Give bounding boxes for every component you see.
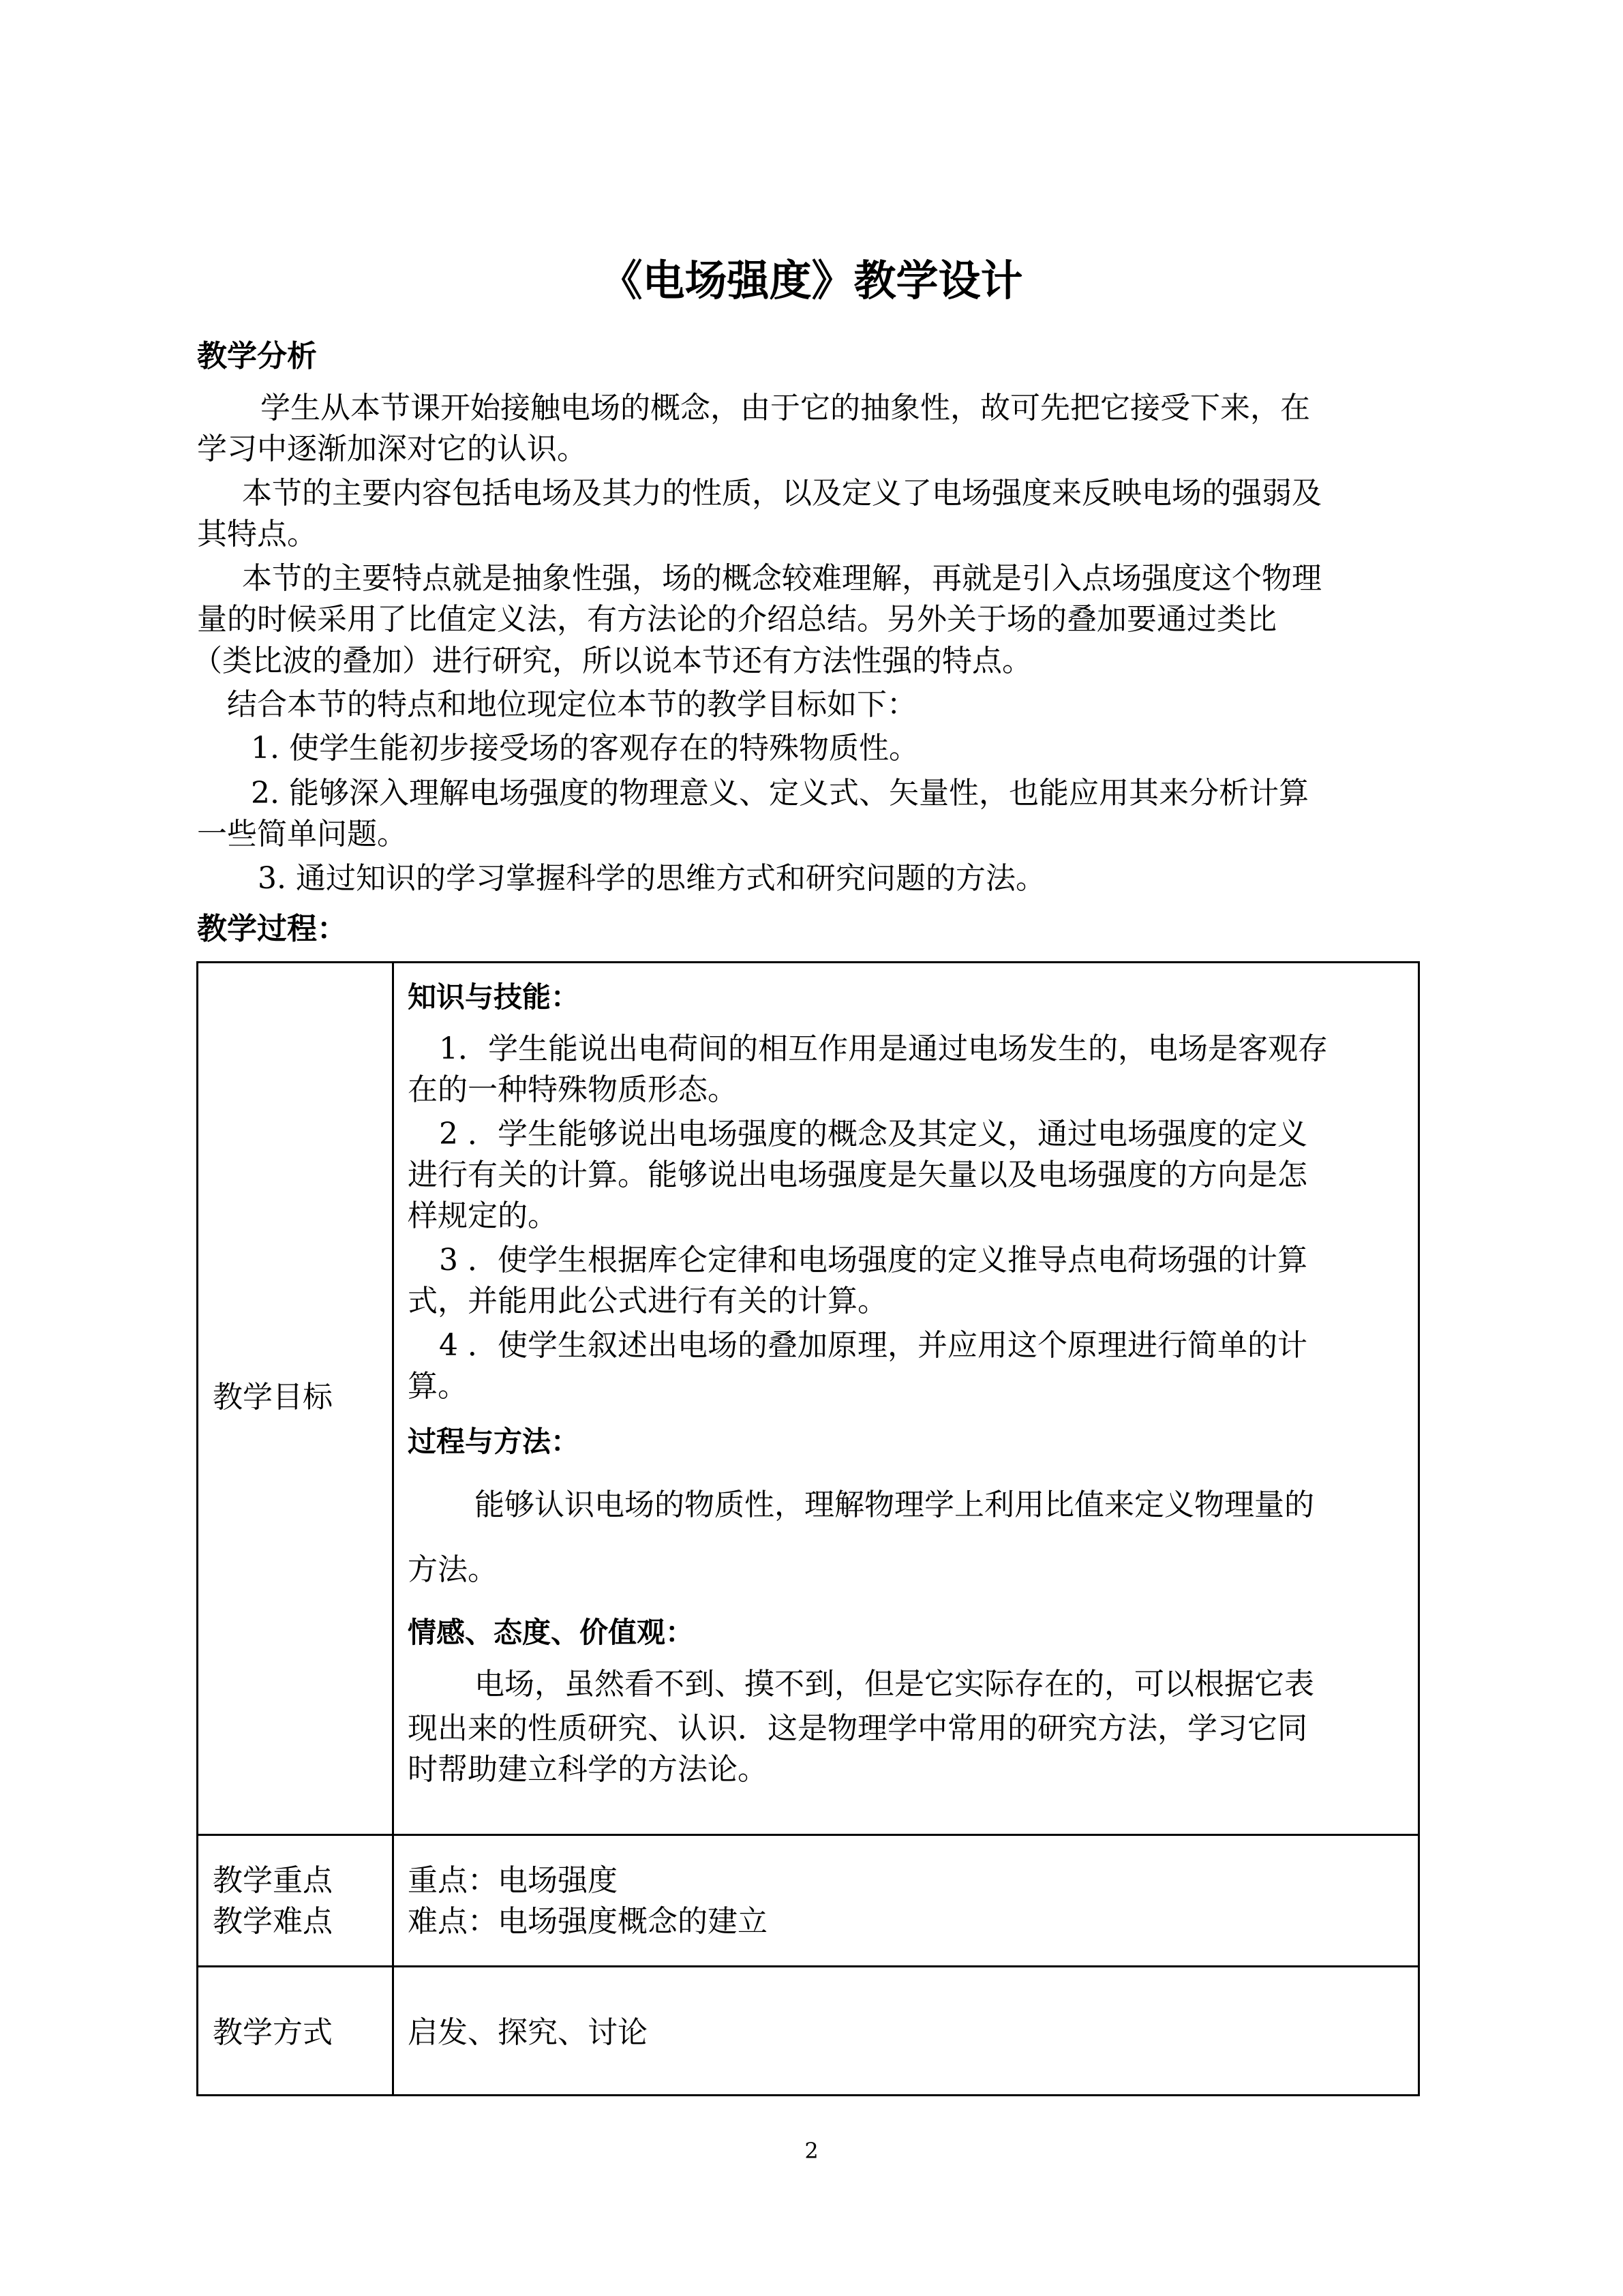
objectives-label: 教学目标 [213,1380,333,1415]
table-column-divider [392,961,394,2096]
knowledge-line: 2 ．学生能够说出电场强度的概念及其定义，通过电场强度的定义 [439,1117,1307,1151]
analysis-list-item: 1. 使学生能初步接受场的客观存在的特殊物质性。 [251,731,919,766]
analysis-line: （类比波的叠加）进行研究，所以说本节还有方法性强的特点。 [192,644,1032,678]
analysis-line: 一些简单问题。 [197,817,407,851]
page-number: 2 [804,2138,819,2164]
analysis-line: 其特点。 [197,517,317,552]
knowledge-line: 式，并能用此公式进行有关的计算。 [408,1284,888,1318]
knowledge-line: 算。 [408,1369,468,1404]
analysis-line: 本节的主要特点就是抽象性强，场的概念较难理解，再就是引入点场强度这个物理 [242,561,1322,596]
knowledge-line: 进行有关的计算。能够说出电场强度是矢量以及电场强度的方向是怎 [408,1158,1307,1192]
methods-value: 启发、探究、讨论 [408,2015,648,2050]
process-method-heading: 过程与方法： [408,1425,580,1458]
emotion-line: 电场，虽然看不到、摸不到，但是它实际存在的，可以根据它表 [474,1667,1314,1702]
process-method-line: 方法。 [408,1552,498,1587]
analysis-heading: 教学分析 [197,339,317,374]
analysis-line: 量的时候采用了比值定义法，有方法论的介绍总结。另外关于场的叠加要通过类比 [197,602,1277,637]
analysis-line: 学生从本节课开始接触电场的概念，由于它的抽象性，故可先把它接受下来，在 [260,391,1310,425]
key-point-value: 重点：电场强度 [408,1863,618,1898]
knowledge-line: 4 ．使学生叙述出电场的叠加原理，并应用这个原理进行简单的计 [439,1328,1307,1363]
knowledge-heading: 知识与技能： [408,980,580,1014]
knowledge-line: 在的一种特殊物质形态。 [408,1072,738,1107]
analysis-line: 结合本节的特点和地位现定位本节的教学目标如下： [227,687,917,722]
analysis-line: 学习中逐渐加深对它的认识。 [197,432,587,466]
knowledge-line: 样规定的。 [408,1198,558,1233]
difficulty-label: 教学难点 [213,1904,333,1939]
difficulty-value: 难点：电场强度概念的建立 [408,1904,768,1939]
table-row-divider [196,1834,1420,1836]
emotion-line: 时帮助建立科学的方法论。 [408,1752,768,1787]
analysis-line: 本节的主要内容包括电场及其力的性质，以及定义了电场强度来反映电场的强弱及 [242,476,1322,511]
table-row-divider [196,1965,1420,1967]
emotion-line: 现出来的性质研究、认识．这是物理学中常用的研究方法，学习它同 [408,1711,1307,1746]
methods-label: 教学方式 [213,2015,333,2050]
process-method-line: 能够认识电场的物质性，理解物理学上利用比值来定义物理量的 [474,1487,1314,1522]
process-heading: 教学过程： [197,911,347,946]
emotion-heading: 情感、态度、价值观： [408,1616,695,1649]
analysis-list-item: 3. 通过知识的学习掌握科学的思维方式和研究问题的方法。 [258,861,1046,896]
page-title: 《电场强度》教学设计 [600,256,1023,305]
knowledge-line: 3 ．使学生根据库仑定律和电场强度的定义推导点电荷场强的计算 [439,1243,1307,1278]
key-point-label: 教学重点 [213,1863,333,1898]
analysis-list-item: 2. 能够深入理解电场强度的物理意义、定义式、矢量性，也能应用其来分析计算 [251,776,1309,811]
knowledge-line: 1．学生能说出电荷间的相互作用是通过电场发生的，电场是客观存 [439,1031,1328,1066]
